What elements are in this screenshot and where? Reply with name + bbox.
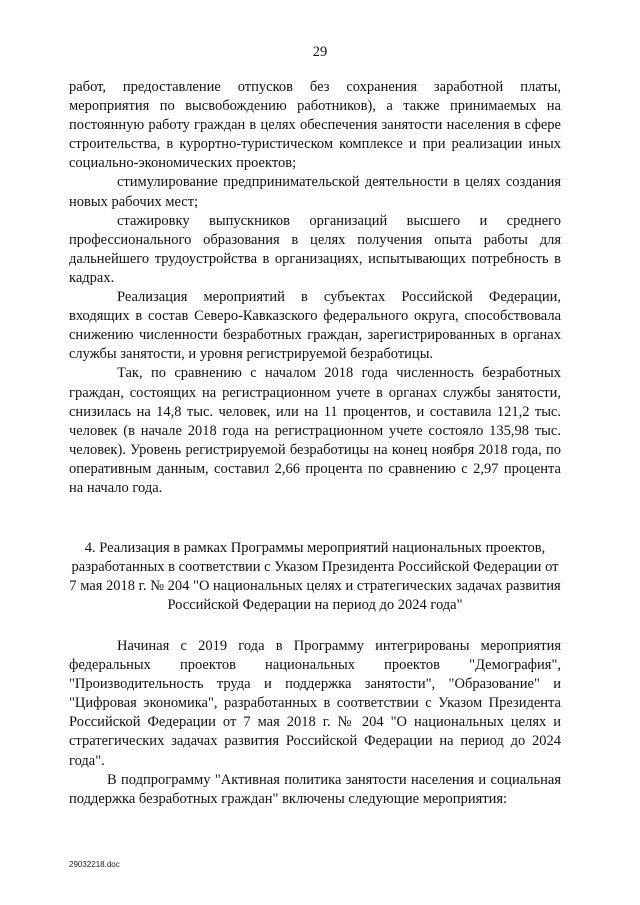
paragraph-integration: Начиная с 2019 года в Программу интегрированы мероприятия федеральных проектов национальных проектов "Демография", "Производительность труда и поддержка занятости", "Образование" и "Цифровая экономика", разработанных в соответствии с Указом Президента Российской Федерации от 7 мая 2018 г. № 204 "О национальных целях и стратегических задачах развития Российской Федерации на период до 2024 года".: [69, 638, 561, 769]
paragraph-entrepreneurship: стимулирование предпринимательской деятельности в целях создания новых рабочих мест;: [69, 174, 561, 210]
body-text-bottom: [69, 637, 561, 809]
page-number: 29: [312, 44, 328, 60]
paragraph-internship: стажировку выпускников организаций высшего и среднего профессионального образования в целях получения опыта работы для дальнейшего трудоустройства в организациях, испытывающих потребность в кадрах.: [69, 212, 561, 286]
paragraph-subprogram: В подпрограмму "Активная политика занятости населения и социальная поддержка безработных граждан" включены следующие мероприятия:: [69, 771, 561, 807]
paragraph-unemployment-stats: Так, по сравнению с началом 2018 года численность безработных граждан, состоящих на регистрационном учете в органах службы занятости, снизилась на 14,8 тыс. человек, или на 11 процентов, и составила 121,2 тыс. человек (в начале 2018 года на регистрационном учете состояло 135,98 тыс. человек). Уровень регистрируемой безработицы на конец ноября 2018 года, по оперативным данным, составил 2,66 процента по сравнению с 2,97 процента на начало года.: [69, 365, 561, 496]
document-filename: 29032218.doc: [69, 860, 120, 869]
section-heading: 4. Реализация в рамках Программы мероприятий национальных проектов, разработанных в соответствии с Указом Президента Российской Федерации от 7 мая 2018 г. № 204 "О национальных целях и стратегических задачах развития Российской Федерации на период до 2024 года": [69, 540, 561, 614]
body-text-top: [69, 78, 561, 498]
paragraph-north-caucasus: Реализация мероприятий в субъектах Российской Федерации, входящих в состав Северо-Кавказского федерального округа, способствовала снижению численности безработных граждан, зарегистрированных в органах службы занятости, и уровня регистрируемой безработицы.: [69, 289, 561, 363]
paragraph-continuation: работ, предоставление отпусков без сохранения заработной платы, мероприятия по высвобождению работников), а также принимаемых на постоянную работу граждан в целях обеспечения занятости населения в сфере строительства, в курортно-туристическом комплексе и при реализации иных социально-экономических проектов;: [69, 79, 561, 172]
